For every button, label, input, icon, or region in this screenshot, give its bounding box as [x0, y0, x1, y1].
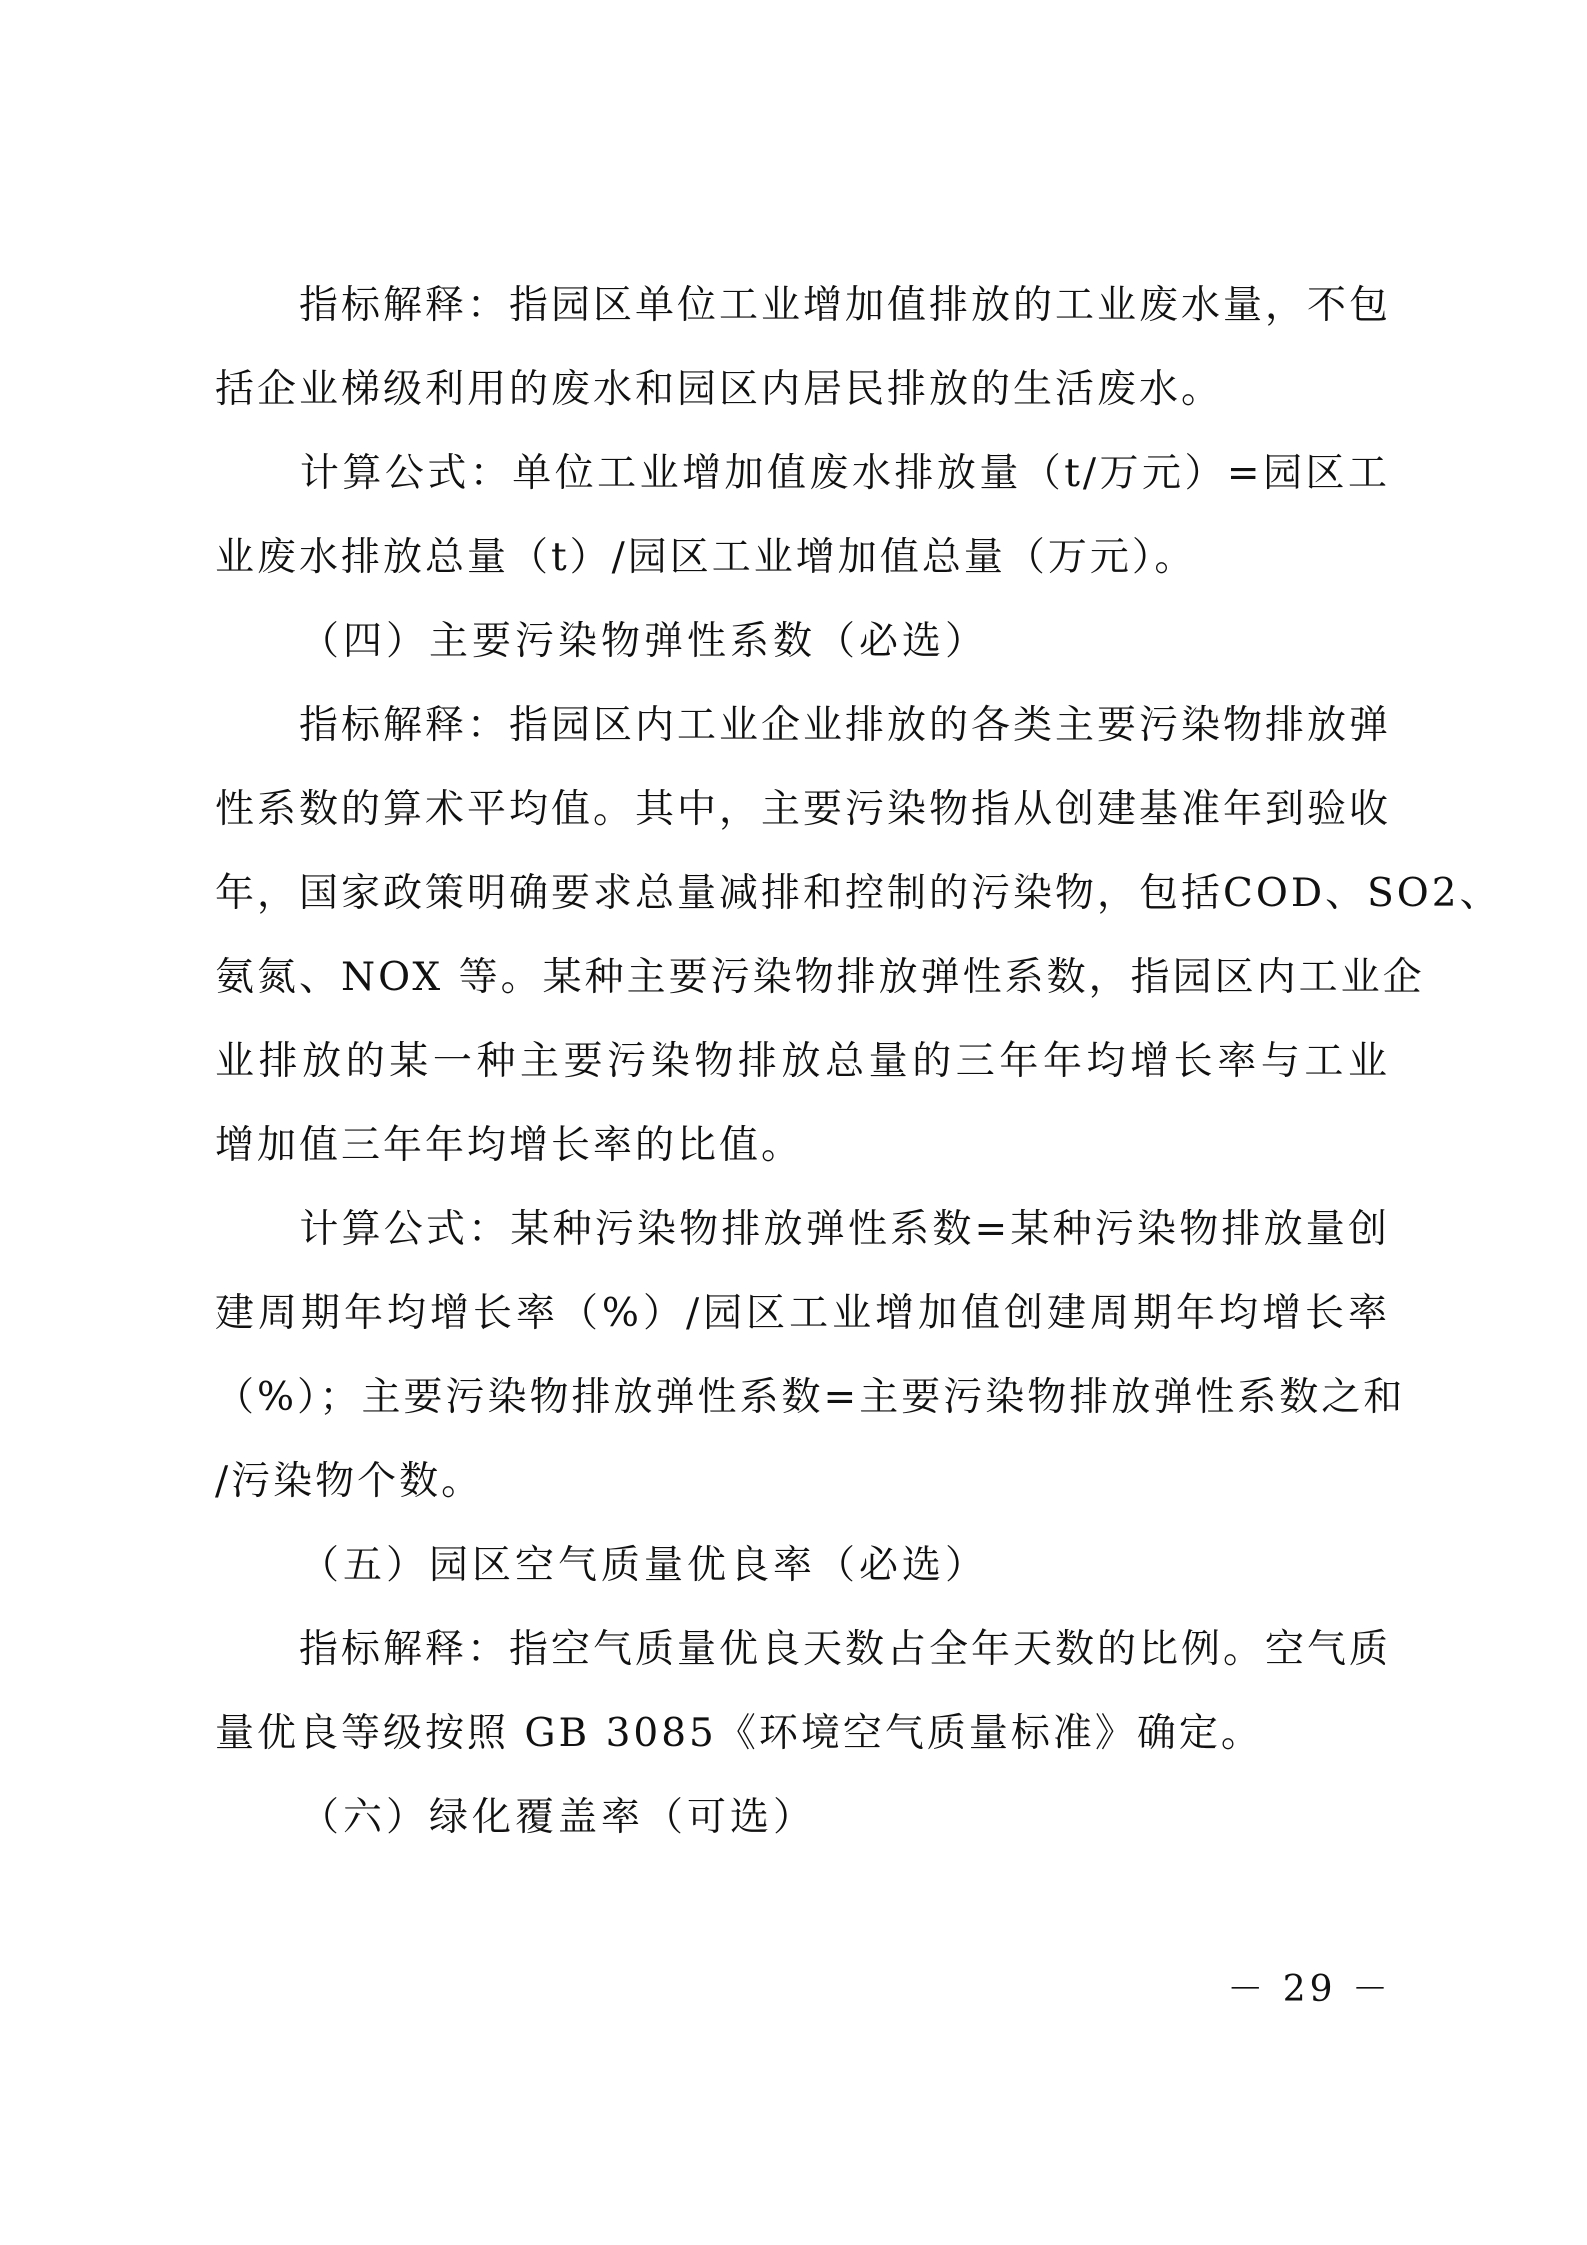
- paragraph-line: 括企业梯级利用的废水和园区内居民排放的生活废水。: [215, 367, 1224, 412]
- paragraph-line: 指标解释：指空气质量优良天数占全年天数的比例。空气质: [215, 1627, 1392, 1672]
- paragraph-line: 建周期年均增长率（%）/园区工业增加值创建周期年均增长率: [215, 1291, 1390, 1336]
- paragraph-line: 业废水排放总量（t）/园区工业增加值总量（万元）。: [215, 535, 1197, 580]
- paragraph-line: 计算公式：某种污染物排放弹性系数=某种污染物排放量创: [215, 1207, 1390, 1252]
- section-heading: （六）绿化覆盖率（可选）: [300, 1795, 817, 1840]
- paragraph-line: 指标解释：指园区内工业企业排放的各类主要污染物排放弹: [215, 703, 1392, 748]
- section-heading: （四）主要污染物弹性系数（必选）: [300, 619, 989, 664]
- paragraph-line: 业排放的某一种主要污染物排放总量的三年年均增长率与工业: [215, 1039, 1390, 1084]
- page-number: － 29 －: [1227, 1969, 1392, 2010]
- paragraph-line: （%）；主要污染物排放弹性系数=主要污染物排放弹性系数之和: [215, 1375, 1406, 1420]
- paragraph-line: 量优良等级按照 GB 3085《环境空气质量标准》确定。: [215, 1711, 1263, 1756]
- paragraph-line: /污染物个数。: [215, 1459, 484, 1504]
- paragraph-line: 性系数的算术平均值。其中，主要污染物指从创建基准年到验收: [215, 787, 1392, 832]
- paragraph-line: 氨氮、NOX 等。某种主要污染物排放弹性系数，指园区内工业企: [215, 955, 1425, 1000]
- paragraph-line: 增加值三年年均增长率的比值。: [215, 1123, 804, 1168]
- paragraph-line: 指标解释：指园区单位工业增加值排放的工业废水量，不包: [215, 283, 1392, 328]
- section-heading: （五）园区空气质量优良率（必选）: [300, 1543, 989, 1588]
- paragraph-line: 年，国家政策明确要求总量减排和控制的污染物，包括COD、SO2、: [215, 871, 1502, 916]
- paragraph-line: 计算公式：单位工业增加值废水排放量（t/万元）=园区工: [215, 451, 1390, 496]
